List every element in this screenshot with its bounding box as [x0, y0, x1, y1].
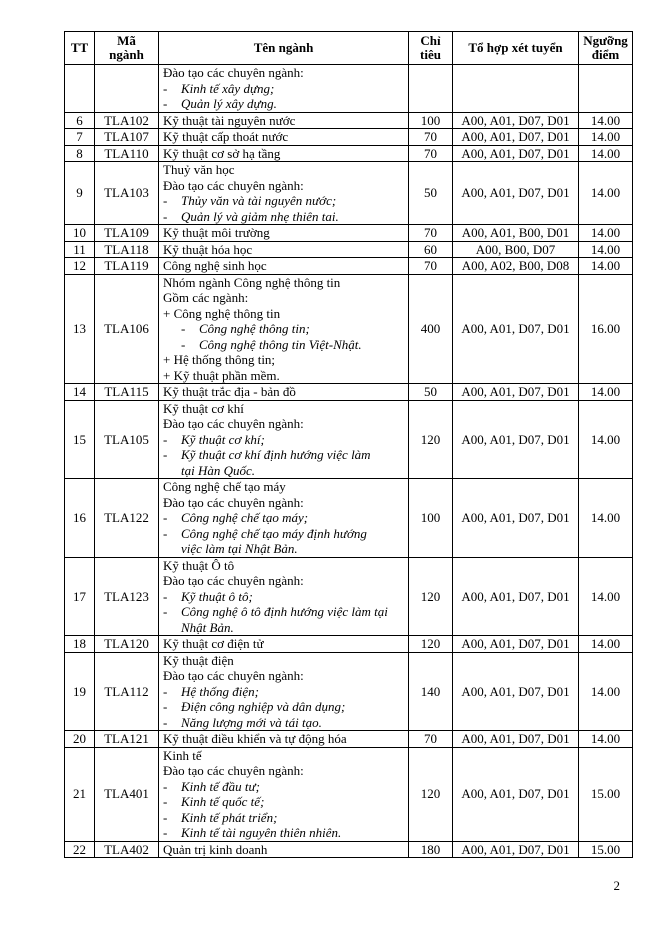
row-number: 22	[65, 841, 95, 858]
threshold-score: 14.00	[579, 112, 633, 129]
header-ma-nganh: Mã ngành	[95, 32, 159, 65]
group-item: + Hệ thống thông tin;	[163, 352, 276, 367]
threshold-score: 14.00	[579, 225, 633, 242]
quota: 120	[409, 400, 453, 479]
table-row	[65, 636, 633, 653]
major-name-cell	[159, 274, 409, 384]
threshold-score: 15.00	[579, 747, 633, 841]
major-name: Kỹ thuật trắc địa - bản đồ	[163, 384, 296, 399]
specialization-item: - Kinh tế đầu tư;	[163, 778, 260, 794]
major-name: Kỹ thuật cơ khí	[163, 400, 244, 416]
threshold-score: 14.00	[579, 731, 633, 748]
table-row	[65, 841, 633, 858]
threshold-score: 14.00	[579, 258, 633, 275]
major-name-cell	[159, 129, 409, 146]
quota: 400	[409, 274, 453, 384]
specialization-item: - Kinh tế tài nguyên thiên nhiên.	[163, 825, 342, 840]
major-code: TLA103	[95, 162, 159, 225]
table-header-row	[65, 32, 633, 65]
row-number: 12	[65, 258, 95, 275]
row-number: 16	[65, 479, 95, 558]
table-row	[65, 400, 633, 479]
table-row	[65, 747, 633, 841]
major-name-cell	[159, 652, 409, 731]
page-number: 2	[613, 878, 620, 893]
subject-combinations: A00, B00, D07	[453, 241, 579, 258]
subject-combinations: A00, A01, D07, D01	[453, 841, 579, 858]
specialization-intro: Đào tạo các chuyên ngành:	[163, 763, 304, 778]
header-chi-tieu: Chỉ tiêu	[409, 32, 453, 65]
subject-combinations: A00, A01, D07, D01	[453, 400, 579, 479]
subject-combinations: A00, A01, D07, D01	[453, 145, 579, 162]
row-number: 6	[65, 112, 95, 129]
specialization-intro: Đào tạo các chuyên ngành:	[163, 668, 304, 683]
major-name-cell	[159, 731, 409, 748]
specialization-item: - Điện công nghiệp và dân dụng;	[163, 699, 346, 714]
threshold-score: 14.00	[579, 384, 633, 401]
specialization-item: - Công nghệ thông tin;	[181, 321, 310, 336]
row-number: 14	[65, 384, 95, 401]
major-code: TLA118	[95, 241, 159, 258]
table-row	[65, 225, 633, 242]
major-name-cell	[159, 384, 409, 401]
specialization-item: - Quản lý và giảm nhẹ thiên tai.	[163, 208, 339, 224]
header-to-hop: Tổ hợp xét tuyển	[453, 32, 579, 65]
specialization-item: - Kinh tế quốc tế;	[163, 794, 265, 809]
major-name: Kỹ thuật Ô tô	[163, 557, 235, 573]
table-row	[65, 162, 633, 225]
specialization-intro: Đào tạo các chuyên ngành:	[163, 177, 304, 193]
specialization-item: - Công nghệ chế tạo máy định hướng	[163, 525, 367, 541]
specialization-item: - Công nghệ chế tạo máy;	[163, 510, 309, 525]
table-row	[65, 557, 633, 636]
specialization-item: - Công nghệ ô tô định hướng việc làm tại	[163, 604, 388, 619]
threshold-score: 14.00	[579, 145, 633, 162]
subject-combinations: A00, A01, D07, D01	[453, 731, 579, 748]
specialization-item: - Công nghệ thông tin Việt-Nhật.	[181, 336, 362, 352]
major-name-cell	[159, 636, 409, 653]
major-name-cell	[159, 557, 409, 636]
major-name-cell	[159, 225, 409, 242]
continuation-intro: Đào tạo các chuyên ngành:	[163, 65, 304, 80]
major-name: Công nghệ sinh học	[163, 258, 267, 273]
major-code: TLA119	[95, 258, 159, 275]
major-name-cell	[159, 841, 409, 858]
specialization-item: - Quản lý xây dựng.	[163, 96, 277, 111]
quota: 120	[409, 747, 453, 841]
major-code: TLA401	[95, 747, 159, 841]
subject-combinations: A00, A01, D07, D01	[453, 652, 579, 731]
major-code: TLA102	[95, 112, 159, 129]
specialization-intro: Đào tạo các chuyên ngành:	[163, 494, 304, 510]
major-name: Kỹ thuật cơ sở hạ tầng	[163, 145, 281, 161]
quota: 70	[409, 258, 453, 275]
row-number: 17	[65, 557, 95, 636]
specialization-item: - Hệ thống điện;	[163, 683, 259, 699]
quota: 140	[409, 652, 453, 731]
major-name: Kỹ thuật cơ điện tử	[163, 636, 264, 651]
subject-combinations: A00, A01, D07, D01	[453, 479, 579, 558]
table-row	[65, 479, 633, 558]
major-code: TLA123	[95, 557, 159, 636]
table-row	[65, 258, 633, 275]
table-row	[65, 731, 633, 748]
quota: 70	[409, 145, 453, 162]
group-intro: Gồm các ngành:	[163, 290, 249, 305]
table-row	[65, 112, 633, 129]
specialization-item: - Năng lượng mới và tái tạo.	[163, 714, 322, 730]
threshold-score: 14.00	[579, 162, 633, 225]
threshold-score: 14.00	[579, 636, 633, 653]
specialization-continuation: việc làm tại Nhật Bản.	[181, 541, 298, 556]
major-name-cell	[159, 479, 409, 558]
major-name: Quản trị kinh doanh	[163, 841, 268, 857]
major-code: TLA122	[95, 479, 159, 558]
quota: 180	[409, 841, 453, 858]
subject-combinations: A00, A02, B00, D08	[453, 258, 579, 275]
threshold-score: 14.00	[579, 400, 633, 479]
specialization-intro: Đào tạo các chuyên ngành:	[163, 573, 304, 588]
specialization-item: - Kỹ thuật ô tô;	[163, 588, 253, 604]
threshold-score: 14.00	[579, 652, 633, 731]
quota: 70	[409, 731, 453, 748]
major-name: Kỹ thuật môi trường	[163, 225, 270, 240]
quota: 70	[409, 129, 453, 146]
subject-combinations: A00, A01, D07, D01	[453, 557, 579, 636]
subject-combinations: A00, A01, D07, D01	[453, 162, 579, 225]
major-code: TLA402	[95, 841, 159, 858]
quota: 100	[409, 479, 453, 558]
specialization-continuation: Nhật Bản.	[181, 619, 234, 635]
table-row	[65, 274, 633, 384]
table-row	[65, 241, 633, 258]
subject-combinations: A00, A01, D07, D01	[453, 747, 579, 841]
quota: 50	[409, 384, 453, 401]
row-number: 9	[65, 162, 95, 225]
major-name-cell	[159, 112, 409, 129]
table-row	[65, 652, 633, 731]
threshold-score: 14.00	[579, 479, 633, 558]
major-name: Kỹ thuật điện	[163, 652, 234, 668]
major-name: Kỹ thuật hóa học	[163, 241, 253, 257]
row-number: 7	[65, 129, 95, 146]
threshold-score: 14.00	[579, 241, 633, 258]
header-nguong-diem: Ngưỡng điểm	[579, 32, 633, 65]
major-code: TLA112	[95, 652, 159, 731]
threshold-score: 15.00	[579, 841, 633, 858]
major-name: Kỹ thuật tài nguyên nước	[163, 112, 296, 128]
major-code: TLA105	[95, 400, 159, 479]
table-row	[65, 384, 633, 401]
major-code: TLA106	[95, 274, 159, 384]
table-row	[65, 129, 633, 146]
continuation-cell	[159, 65, 409, 113]
major-name: Kỹ thuật điều khiển và tự động hóa	[163, 731, 347, 746]
major-name-cell	[159, 400, 409, 479]
quota: 70	[409, 225, 453, 242]
specialization-continuation: tại Hàn Quốc.	[181, 462, 256, 478]
major-code: TLA107	[95, 129, 159, 146]
subject-combinations: A00, A01, D07, D01	[453, 384, 579, 401]
table-row	[65, 145, 633, 162]
table-row-continuation	[65, 65, 633, 113]
row-number: 15	[65, 400, 95, 479]
group-item: + Công nghệ thông tin	[163, 305, 281, 321]
threshold-score: 14.00	[579, 129, 633, 146]
major-code: TLA115	[95, 384, 159, 401]
row-number: 13	[65, 274, 95, 384]
subject-combinations: A00, A01, B00, D01	[453, 225, 579, 242]
major-name: Công nghệ chế tạo máy	[163, 479, 286, 494]
header-tt: TT	[65, 32, 95, 65]
subject-combinations: A00, A01, D07, D01	[453, 636, 579, 653]
quota: 50	[409, 162, 453, 225]
major-name-cell	[159, 258, 409, 275]
group-item: + Kỹ thuật phần mềm.	[163, 367, 280, 383]
specialization-item: - Kinh tế phát triển;	[163, 809, 278, 825]
major-code: TLA109	[95, 225, 159, 242]
major-name-cell	[159, 145, 409, 162]
subject-combinations: A00, A01, D07, D01	[453, 112, 579, 129]
threshold-score: 14.00	[579, 557, 633, 636]
major-name: Nhóm ngành Công nghệ thông tin	[163, 274, 341, 290]
quota: 60	[409, 241, 453, 258]
admission-table	[64, 31, 633, 858]
row-number: 19	[65, 652, 95, 731]
row-number: 10	[65, 225, 95, 242]
specialization-item: - Kỹ thuật cơ khí;	[163, 431, 265, 447]
row-number: 20	[65, 731, 95, 748]
major-name-cell	[159, 747, 409, 841]
row-number: 18	[65, 636, 95, 653]
major-code: TLA110	[95, 145, 159, 162]
specialization-item: - Kinh tế xây dựng;	[163, 80, 275, 96]
quota: 100	[409, 112, 453, 129]
specialization-item: - Kỹ thuật cơ khí định hướng việc làm	[163, 447, 371, 462]
row-number: 21	[65, 747, 95, 841]
major-code: TLA121	[95, 731, 159, 748]
major-name: Thuỷ văn học	[163, 162, 235, 177]
threshold-score: 16.00	[579, 274, 633, 384]
major-name: Kỹ thuật cấp thoát nước	[163, 129, 289, 144]
quota: 120	[409, 557, 453, 636]
subject-combinations: A00, A01, D07, D01	[453, 129, 579, 146]
row-number: 11	[65, 241, 95, 258]
major-name: Kinh tế	[163, 747, 202, 763]
specialization-item: - Thủy văn và tài nguyên nước;	[163, 193, 337, 208]
quota: 120	[409, 636, 453, 653]
specialization-intro: Đào tạo các chuyên ngành:	[163, 416, 304, 431]
major-code: TLA120	[95, 636, 159, 653]
row-number: 8	[65, 145, 95, 162]
subject-combinations: A00, A01, D07, D01	[453, 274, 579, 384]
major-name-cell	[159, 241, 409, 258]
major-name-cell	[159, 162, 409, 225]
header-ten-nganh: Tên ngành	[159, 32, 409, 65]
